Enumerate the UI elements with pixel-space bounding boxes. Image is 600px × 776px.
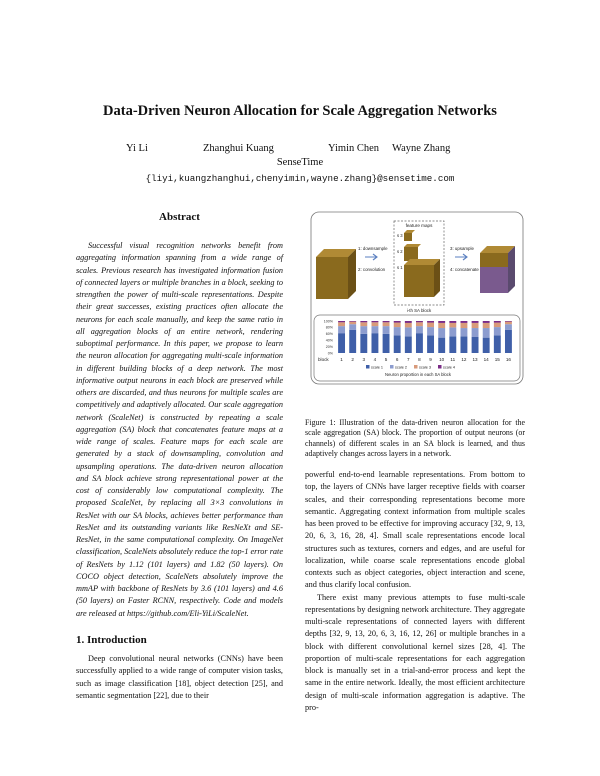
- bar-segment: [449, 336, 456, 353]
- bar-segment: [416, 326, 423, 333]
- bar-segment: [405, 321, 412, 323]
- paragraph: powerful end-to-end learnable representations. From bottom to top, the layers of CNNs have larger receptive fields with coarser scales, and their corresponding representations become more semantic. Aggregating context information from multiple scales has been proved to be effective for improving accuracy [32, 9, 13, 20, 6, 3, 16, 28, 4]. Small scale representations encode local structures such as textures, corners and edges, and are useful for localization, while coarse scale representations encode global contexts such as object categories, object interaction and scene, and thus clarify local confusion.: [305, 470, 525, 590]
- x-tick-label: 6: [395, 357, 399, 362]
- x-tick-label: 2: [351, 357, 354, 362]
- bar-segment: [472, 328, 479, 337]
- bar-segment: [371, 322, 378, 326]
- legend-entry: scale 3: [419, 365, 432, 370]
- x-tick-label: 16: [505, 357, 511, 362]
- legend-entry: scale 2: [395, 365, 408, 370]
- x-tick-label: 15: [494, 357, 500, 362]
- legend-entry: scale 1: [371, 365, 384, 370]
- bar-segment: [349, 322, 356, 325]
- y-tick-label: 60%: [325, 332, 333, 337]
- abstract-heading: Abstract: [159, 211, 200, 223]
- step-concatenate-label: 4: concatenate: [450, 267, 479, 272]
- bar-segment: [427, 323, 434, 327]
- bar-segment: [349, 324, 356, 330]
- affiliation: SenseTime: [276, 157, 324, 168]
- bar-segment: [416, 322, 423, 326]
- scale-label: s 2: [397, 249, 403, 254]
- bar-segment: [416, 321, 423, 322]
- author-name: Wayne Zhang: [392, 143, 451, 154]
- bar-segment: [494, 321, 501, 323]
- bar-segment: [483, 321, 490, 323]
- x-tick-label: 8: [418, 357, 421, 362]
- x-tick-label: 4: [373, 357, 377, 362]
- author-name: Zhanghui Kuang: [203, 143, 274, 154]
- bar-segment: [438, 323, 445, 328]
- feature-maps-label: feature maps: [405, 223, 433, 228]
- y-tick-label: 100%: [323, 319, 333, 324]
- output-feature-cube: [480, 246, 515, 293]
- bar-segment: [394, 327, 401, 335]
- x-tick-label: 3: [362, 357, 366, 362]
- bar-segment: [360, 322, 367, 326]
- bar-segment: [505, 330, 512, 353]
- bar-segment: [394, 323, 401, 327]
- y-tick-label: 80%: [325, 325, 333, 330]
- intro-paragraph: [76, 653, 283, 702]
- bar-segment: [438, 321, 445, 323]
- bar-segment: [349, 330, 356, 353]
- figure-1-caption: Figure 1: Illustration of the data-driven neuron allocation for the scale aggregation (SA) block. The proportion of output neurons (or channels) of different scales in an SA block is learned, and thus adaptively changes across layers in a network.: [305, 418, 525, 458]
- bar-segment: [394, 335, 401, 353]
- bar-segment: [494, 327, 501, 335]
- input-feature-cube: [316, 249, 356, 299]
- bar-segment: [427, 327, 434, 335]
- y-tick-label: 0%: [327, 351, 333, 356]
- figure-1-graphic: [310, 211, 524, 385]
- bar-segment: [338, 333, 345, 353]
- bar-segment: [383, 326, 390, 334]
- bar-segment: [449, 323, 456, 327]
- bar-segment: [371, 321, 378, 322]
- bar-segment: [371, 326, 378, 333]
- step-downsample-label: 1: downsample: [358, 246, 388, 251]
- paragraph: There exist many previous attempts to fuse multi-scale representations by designing network architecture. They aggregate multi-scale representations of connected layers with different depths [32, 9, 13, 20, 6, 3, 16, 12, 26] or multiple branches in a block with different convolutional kernel sizes [28, 4]. The proportion of multi-scale representations for each aggregation block is manually set in a trial-and-error process and kept the same in the entire network. Ideally, the most efficient architecture design of multi-scale information aggregation is adaptive. The pro-: [305, 592, 525, 712]
- bar-segment: [494, 335, 501, 353]
- intro-heading: 1. Introduction: [76, 634, 147, 646]
- bar-segment: [438, 328, 445, 338]
- bar-segment: [505, 322, 512, 325]
- bar-segment: [405, 327, 412, 336]
- bar-segment: [483, 323, 490, 328]
- bar-segment: [360, 321, 367, 322]
- right-column-text: [305, 469, 525, 714]
- bar-segment: [427, 321, 434, 323]
- author-emails: {liyi,kuangzhanghui,chenyimin,wayne.zhang}@sensetime.com: [145, 173, 455, 184]
- x-tick-label: 5: [384, 357, 388, 362]
- x-axis-label: Neuron proportion in each SA block: [385, 372, 451, 377]
- x-tick-label: 10: [439, 357, 445, 362]
- step-convolution-label: 2: convolution: [358, 267, 386, 272]
- author-name: Yimin Chen: [328, 143, 380, 154]
- step-upsample-label: 3: upsample: [450, 246, 474, 251]
- bar-segment: [449, 327, 456, 336]
- x-tick-label: 7: [407, 357, 410, 362]
- bar-segment: [460, 328, 467, 336]
- x-tick-label: 1: [340, 357, 343, 362]
- bar-segment: [383, 322, 390, 326]
- bar-segment: [338, 326, 345, 333]
- scale-label: s 1: [397, 265, 403, 270]
- bar-segment: [438, 338, 445, 353]
- author-name: Yi Li: [126, 143, 148, 154]
- paper-title: Data-Driven Neuron Allocation for Scale Aggregation Networks: [103, 103, 497, 119]
- x-tick-label: 13: [472, 357, 478, 362]
- legend-swatch: [390, 365, 394, 369]
- intro-paragraph-text: Deep convolutional neural networks (CNNs) have been successfully applied to a wide range of computer vision tasks, such as image classification [18], object detection [25], and semantic segmentation [22], due to their: [76, 654, 283, 700]
- bar-segment: [483, 338, 490, 353]
- bar-segment: [338, 322, 345, 326]
- category-axis-label: block: [318, 357, 329, 362]
- scale-label: s 3: [397, 233, 403, 238]
- bar-segment: [505, 324, 512, 330]
- sa-block-label: i-th SA block: [406, 308, 432, 313]
- x-tick-label: 14: [483, 357, 489, 362]
- legend-entry: scale 4: [443, 365, 456, 370]
- bar-segment: [360, 326, 367, 334]
- bar-segment: [460, 336, 467, 353]
- bar-segment: [460, 321, 467, 323]
- legend-swatch: [414, 365, 418, 369]
- bar-segment: [449, 321, 456, 323]
- bar-segment: [483, 328, 490, 338]
- bar-segment: [472, 337, 479, 353]
- x-tick-label: 9: [429, 357, 432, 362]
- bar-segment: [349, 321, 356, 322]
- scale-1-map: [404, 259, 440, 297]
- bar-segment: [472, 323, 479, 328]
- y-tick-label: 40%: [325, 338, 333, 343]
- bar-segment: [472, 321, 479, 323]
- y-tick-label: 20%: [325, 344, 333, 349]
- bar-segment: [505, 321, 512, 322]
- author-list: [0, 143, 600, 157]
- bar-segment: [383, 321, 390, 322]
- bar-segment: [360, 334, 367, 353]
- bar-segment: [427, 335, 434, 353]
- bar-segment: [383, 334, 390, 353]
- bar-segment: [394, 321, 401, 323]
- x-tick-label: 11: [450, 357, 456, 362]
- bar-segment: [338, 321, 345, 322]
- legend-swatch: [366, 365, 370, 369]
- bar-segment: [405, 336, 412, 353]
- bar-segment: [405, 323, 412, 327]
- x-tick-label: 12: [461, 357, 467, 362]
- abstract-text: Successful visual recognition networks benefit from aggregating information spanning from a wide range of scales. Previous research has investigated information fusion of connected layers or multiple branches in a block, seeking to strengthen the power of multi-scale representations. Despite their great successes, existing practices often allocate the neurons for each scale manually, and keep the same ratio in all aggregation blocks of an entire network, rendering suboptimal performance. In this paper, we propose to learn the neuron allocation for aggregating multi-scale information in different building blocks of a deep network. The most informative output neurons in each block are preserved while others are discarded, and thus neurons for multiple scales are competitively and adaptively allocated. Our scale aggregation network (ScaleNet) is constructed by repeating a scale aggregation (SA) block that concatenates feature maps at a wide range of scales. Feature maps for each scale are generated by a stack of downsampling, convolution and upsampling operations. The data-driven neuron allocation and SA block achieve strong representational power at the cost of considerably low computational complexity. The proposed ScaleNet, by replacing all 3×3 convolutions in ResNet with our SA blocks, achieves better performance than ResNet and its outstanding variants like ResNeXt and SE-ResNet, in the same computational complexity. On ImageNet classification, ScaleNets absolutely reduce the top-1 error rate of ResNets by 1.12 (101 layers) and 1.82 (50 layers). On COCO object detection, ScaleNets absolutely improve the mmAP with backbone of ResNets by 3.6 (101 layers) and 4.6 (50 layers) on Faster RCNN, respectively. Code and models are released at https://github.com/Eli-YiLi/ScaleNet.: [76, 241, 283, 618]
- bar-segment: [371, 333, 378, 353]
- bar-segment: [416, 333, 423, 353]
- legend-swatch: [438, 365, 442, 369]
- bar-segment: [494, 323, 501, 327]
- figure-1: [310, 211, 524, 385]
- bar-segment: [460, 323, 467, 328]
